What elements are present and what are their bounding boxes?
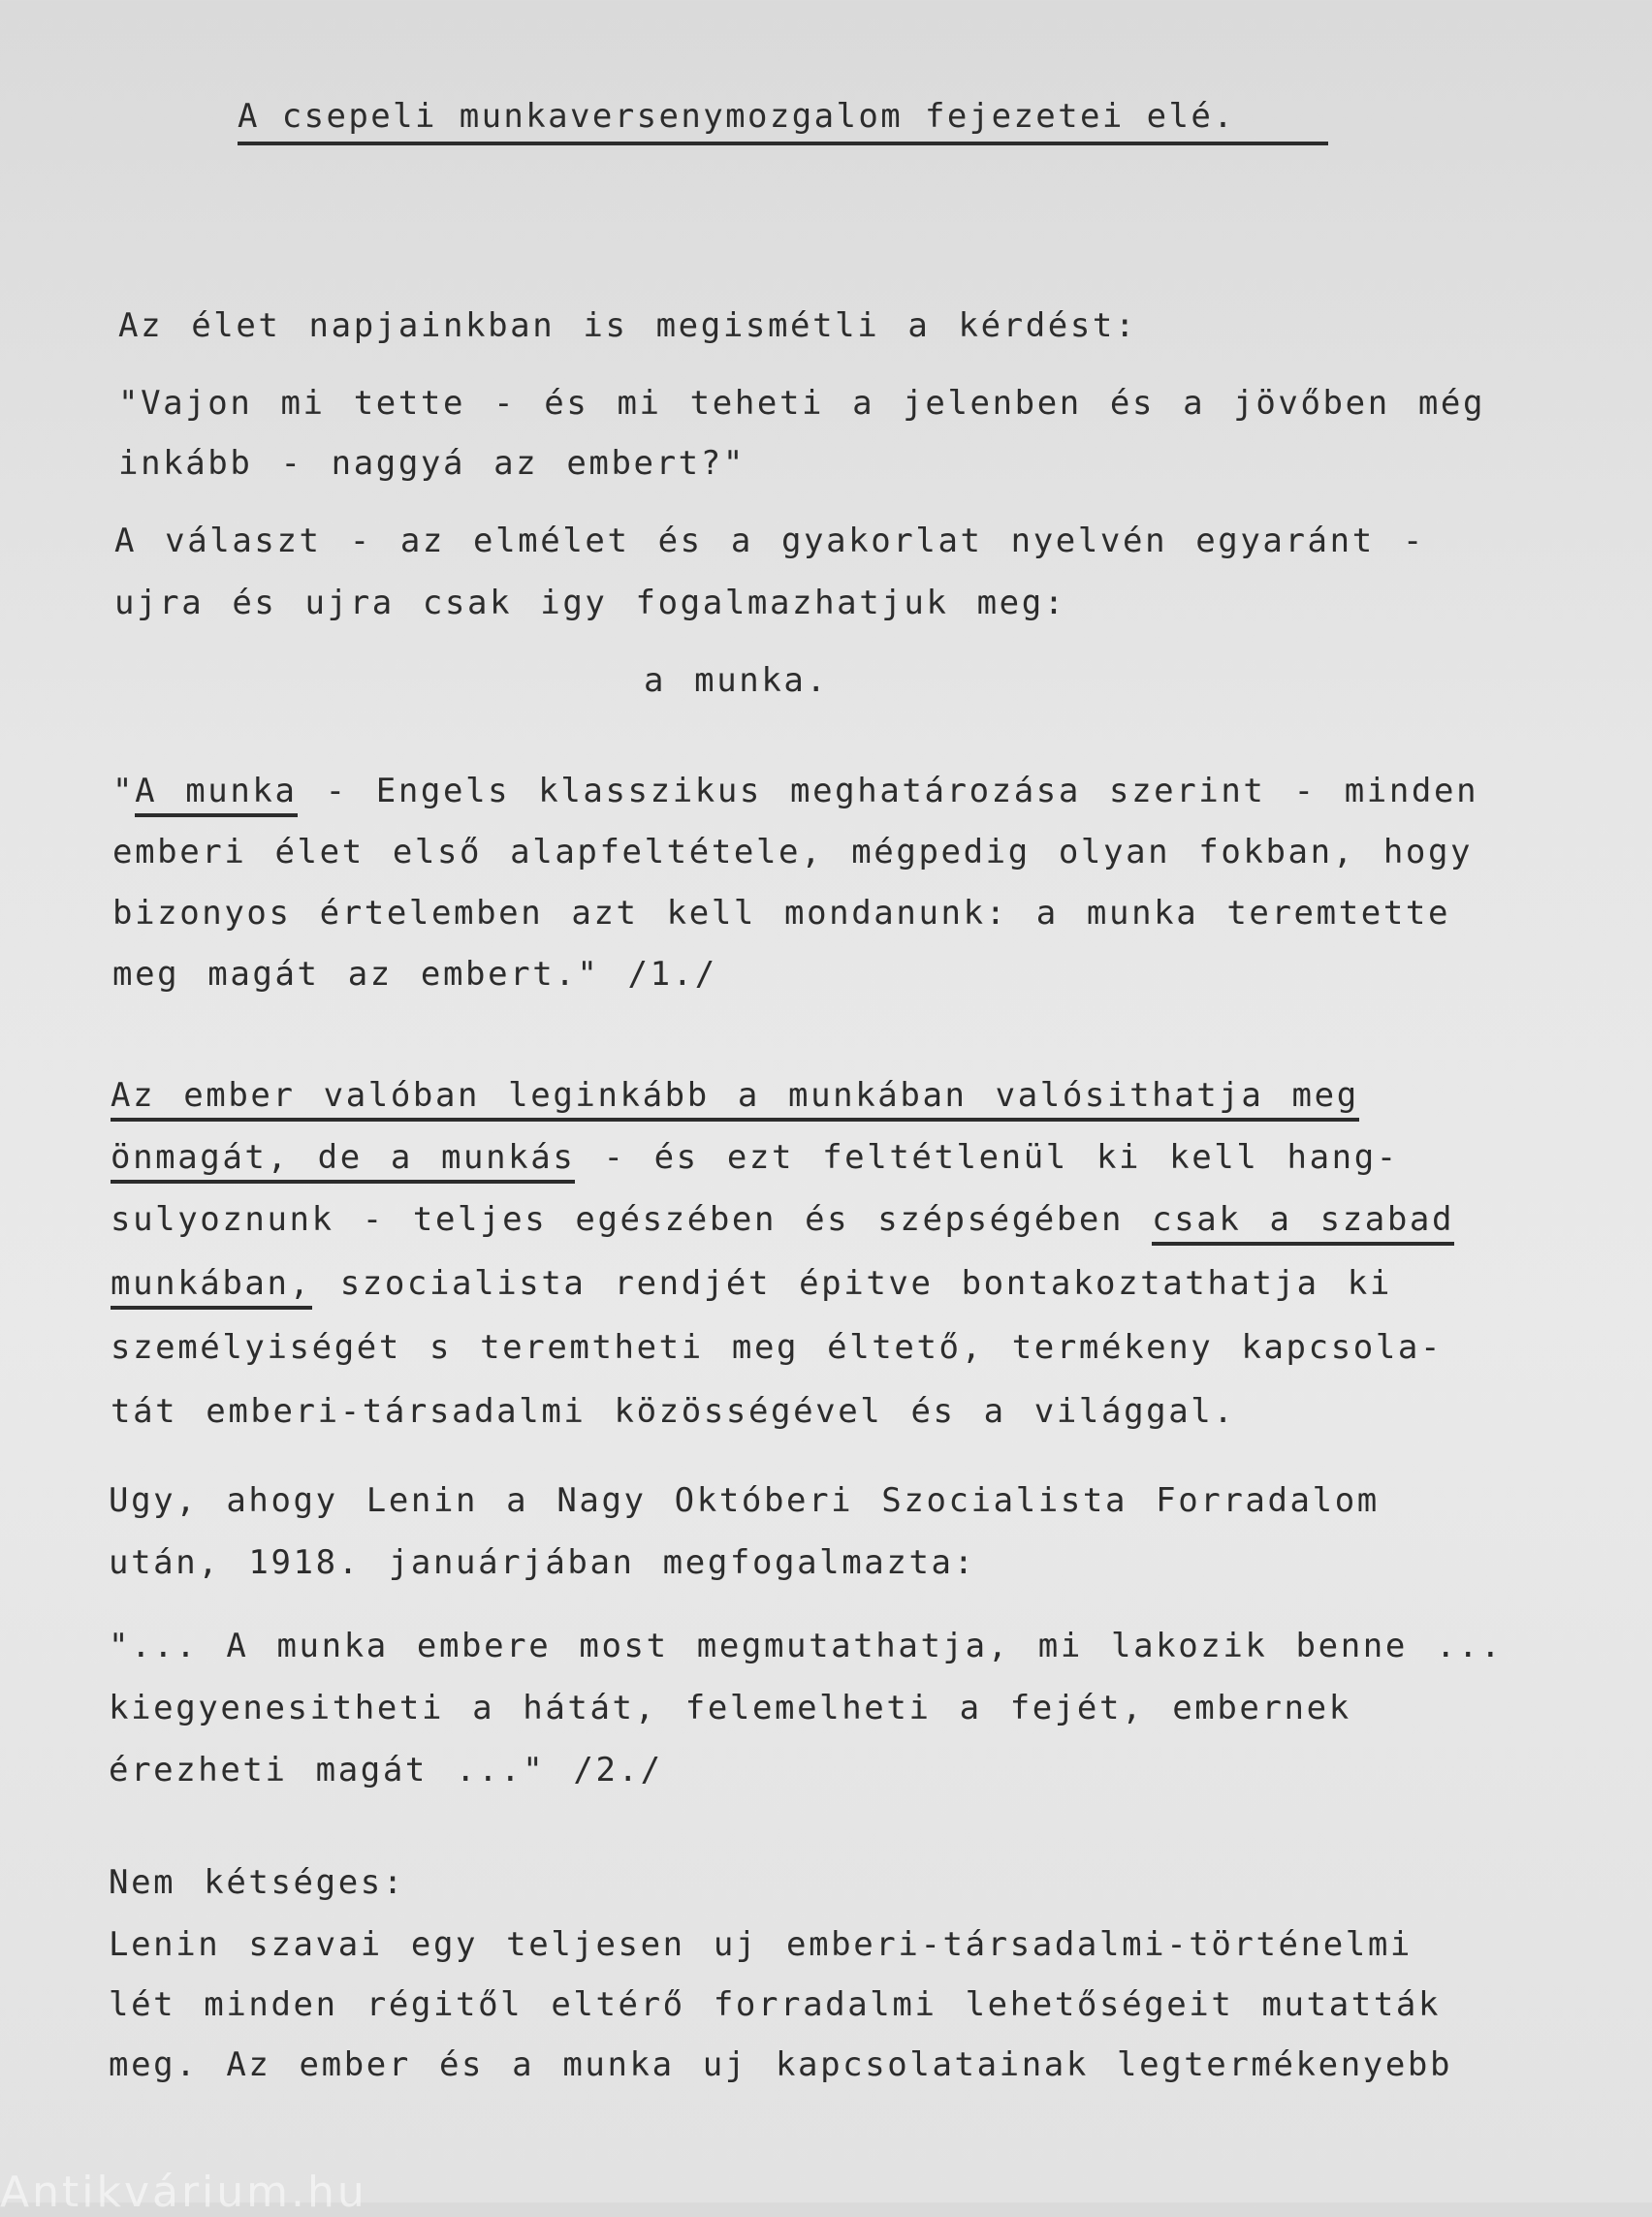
text-fragment: szocialista rendjét épitve bontakoztathatja ki (311, 1264, 1392, 1303)
text-line: után, 1918. januárjában megfogalmazta: (109, 1543, 976, 1582)
underlined-phrase: csak a szabad (1152, 1200, 1454, 1246)
watermark: Antikvárium.hu (0, 2168, 367, 2217)
text-line (111, 1136, 1399, 1179)
text-line: tát emberi-társadalmi közösségével és a világgal. (111, 1392, 1236, 1431)
text-fragment: " (112, 772, 136, 810)
text-line (111, 1262, 1392, 1305)
text-line: személyiségét s teremtheti meg éltető, termékeny kapcsola- (111, 1328, 1444, 1367)
centered-answer: a munka. (644, 661, 829, 700)
text-line: meg. Az ember és a munka uj kapcsolatainak legtermékenyebb (109, 2045, 1453, 2084)
text-line (111, 1198, 1454, 1241)
text-line: "Vajon mi tette - és mi teheti a jelenben és a jövőben még (118, 384, 1486, 423)
underlined-phrase: A munka (135, 772, 298, 817)
document-title: A csepeli munkaversenymozgalom fejezetei elé. (238, 95, 1328, 145)
underlined-phrase: önmagát, de a munkás (111, 1138, 575, 1184)
text-line: inkább - naggyá az embert?" (118, 444, 746, 483)
text-line: lét minden régitől eltérő forradalmi lehetőségeit mutatták (109, 1985, 1442, 2024)
text-line (111, 1074, 1359, 1117)
text-line (112, 770, 1478, 812)
underlined-phrase: munkában, (111, 1264, 312, 1310)
text-line: Ugy, ahogy Lenin a Nagy Októberi Szocialista Forradalom (109, 1481, 1380, 1520)
quote-line: érezheti magát ..." /2./ (109, 1751, 663, 1789)
text-line: A választ - az elmélet és a gyakorlat nyelvén egyaránt - (114, 522, 1425, 560)
underlined-phrase: Az ember valóban leginkább a munkában valósithatja meg (111, 1076, 1359, 1122)
text-line: meg magát az embert." /1./ (112, 955, 717, 994)
text-line: ujra és ujra csak igy fogalmazhatjuk meg: (114, 584, 1066, 622)
text-line: bizonyos értelemben azt kell mondanunk: a munka teremtette (112, 894, 1451, 933)
text-line: Nem kétséges: (109, 1863, 405, 1902)
text-line: Az élet napjainkban is megismétli a kérdést: (118, 306, 1138, 345)
text-line: Lenin szavai egy teljesen uj emberi-társadalmi-történelmi (109, 1925, 1413, 1964)
quote-line: "... A munka embere most megmutathatja, mi lakozik benne ... (109, 1627, 1504, 1665)
quote-line: kiegyenesitheti a hátát, felemelheti a fejét, embernek (109, 1689, 1351, 1727)
text-fragment: - és ezt feltétlenül ki kell hang- (575, 1138, 1399, 1177)
text-fragment: - Engels klasszikus meghatározása szerint - minden (297, 772, 1479, 810)
text-fragment: sulyoznunk - teljes egészében és szépségében (111, 1200, 1153, 1239)
text-line: emberi élet első alapfeltétele, mégpedig olyan fokban, hogy (112, 833, 1474, 871)
